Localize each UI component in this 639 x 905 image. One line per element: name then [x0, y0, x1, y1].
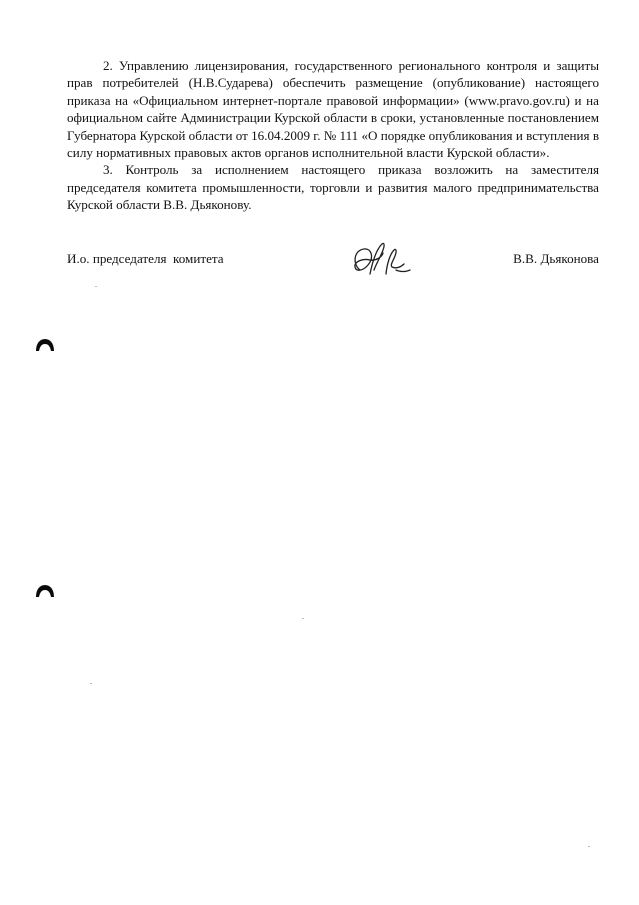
paragraph-2: 2. Управлению лицензирования, государственного регионального контроля и защиты прав потребителей (Н.В.Сударева) обеспечить размещение (опубликование) настоящего приказа на «Официальном интернет-портале правовой информации» (www.pravo.gov.ru) и на официальном сайте Администрации Курской области в сроки, установленные постановлением Губернатора Курской области от 16.04.2009 г. № 111 «О порядке опубликования и вступления в силу нормативных правовых актов органов исполнительной власти Курской области». [67, 58, 599, 161]
handwritten-signature [346, 234, 416, 284]
punch-hole-mark [35, 338, 55, 352]
scan-speck [95, 286, 97, 287]
position-title: И.о. председателя комитета [67, 251, 224, 266]
signer-name: В.В. Дьяконова [513, 251, 599, 266]
document-body [67, 57, 599, 214]
paragraph-3: 3. Контроль за исполнением настоящего приказа возложить на заместителя председателя комитета промышленности, торговли и развития малого предпринимательства Курской области В.В. Дьяконову. [67, 162, 599, 213]
scan-speck [588, 846, 590, 847]
signature-block [67, 250, 599, 272]
punch-hole-mark [35, 584, 55, 598]
scan-speck [302, 618, 304, 619]
scan-speck [90, 683, 92, 684]
